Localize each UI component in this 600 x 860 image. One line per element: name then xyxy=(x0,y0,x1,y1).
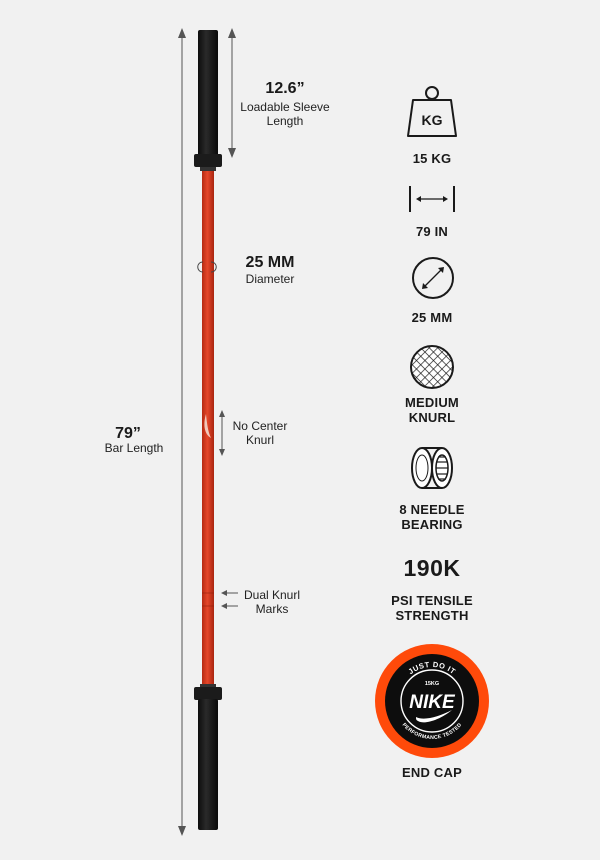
end-cap-badge xyxy=(372,641,492,761)
bottom-sleeve xyxy=(198,699,218,830)
center-knurl-indicator xyxy=(219,410,225,456)
dual-knurl-indicator xyxy=(221,590,238,609)
end-cap-weight-text: 15KG xyxy=(424,681,440,687)
sleeve-length-measure: 12.6” xyxy=(265,80,305,97)
weight-icon xyxy=(406,84,458,140)
bottom-collar xyxy=(194,687,222,700)
spec-end-cap: END CAP xyxy=(402,765,462,780)
top-collar xyxy=(194,154,222,167)
bar-length-label: Bar Length xyxy=(104,441,164,455)
spec-tensile-value: 190K xyxy=(403,555,461,581)
diameter-label: Diameter xyxy=(245,272,295,286)
end-cap-top-text: JUST DO IT xyxy=(406,659,458,677)
knurl-icon xyxy=(408,343,456,391)
weight-icon-text: KG xyxy=(421,112,443,128)
bar-length-measure: 79” xyxy=(115,425,141,442)
spec-bearing: 8 NEEDLE BEARING xyxy=(399,502,465,532)
spec-length: 79 IN xyxy=(415,224,449,239)
bar-length-dimension-line xyxy=(178,28,186,836)
sleeve-length-label: Loadable Sleeve Length xyxy=(240,100,330,128)
bearing-icon xyxy=(408,445,456,491)
diameter-measure: 25 MM xyxy=(245,254,295,271)
length-icon xyxy=(408,184,456,214)
diameter-icon xyxy=(410,255,456,301)
spec-weight: 15 KG xyxy=(412,151,452,166)
top-bushing xyxy=(200,167,216,171)
end-cap-bottom-text: PERFORMANCE TESTED xyxy=(400,722,464,742)
end-cap-brand: NIKE xyxy=(409,692,455,713)
sleeve-length-dimension-line xyxy=(228,28,236,158)
dual-knurl-label: Dual Knurl Marks xyxy=(243,588,301,616)
bar-shaft xyxy=(202,166,214,688)
spec-diameter: 25 MM xyxy=(411,310,453,325)
spec-tensile-label: PSI TENSILE STRENGTH xyxy=(391,593,473,623)
center-knurl-label: No Center Knurl xyxy=(232,419,288,447)
spec-knurl: MEDIUM KNURL xyxy=(405,395,459,425)
top-sleeve xyxy=(198,30,218,156)
